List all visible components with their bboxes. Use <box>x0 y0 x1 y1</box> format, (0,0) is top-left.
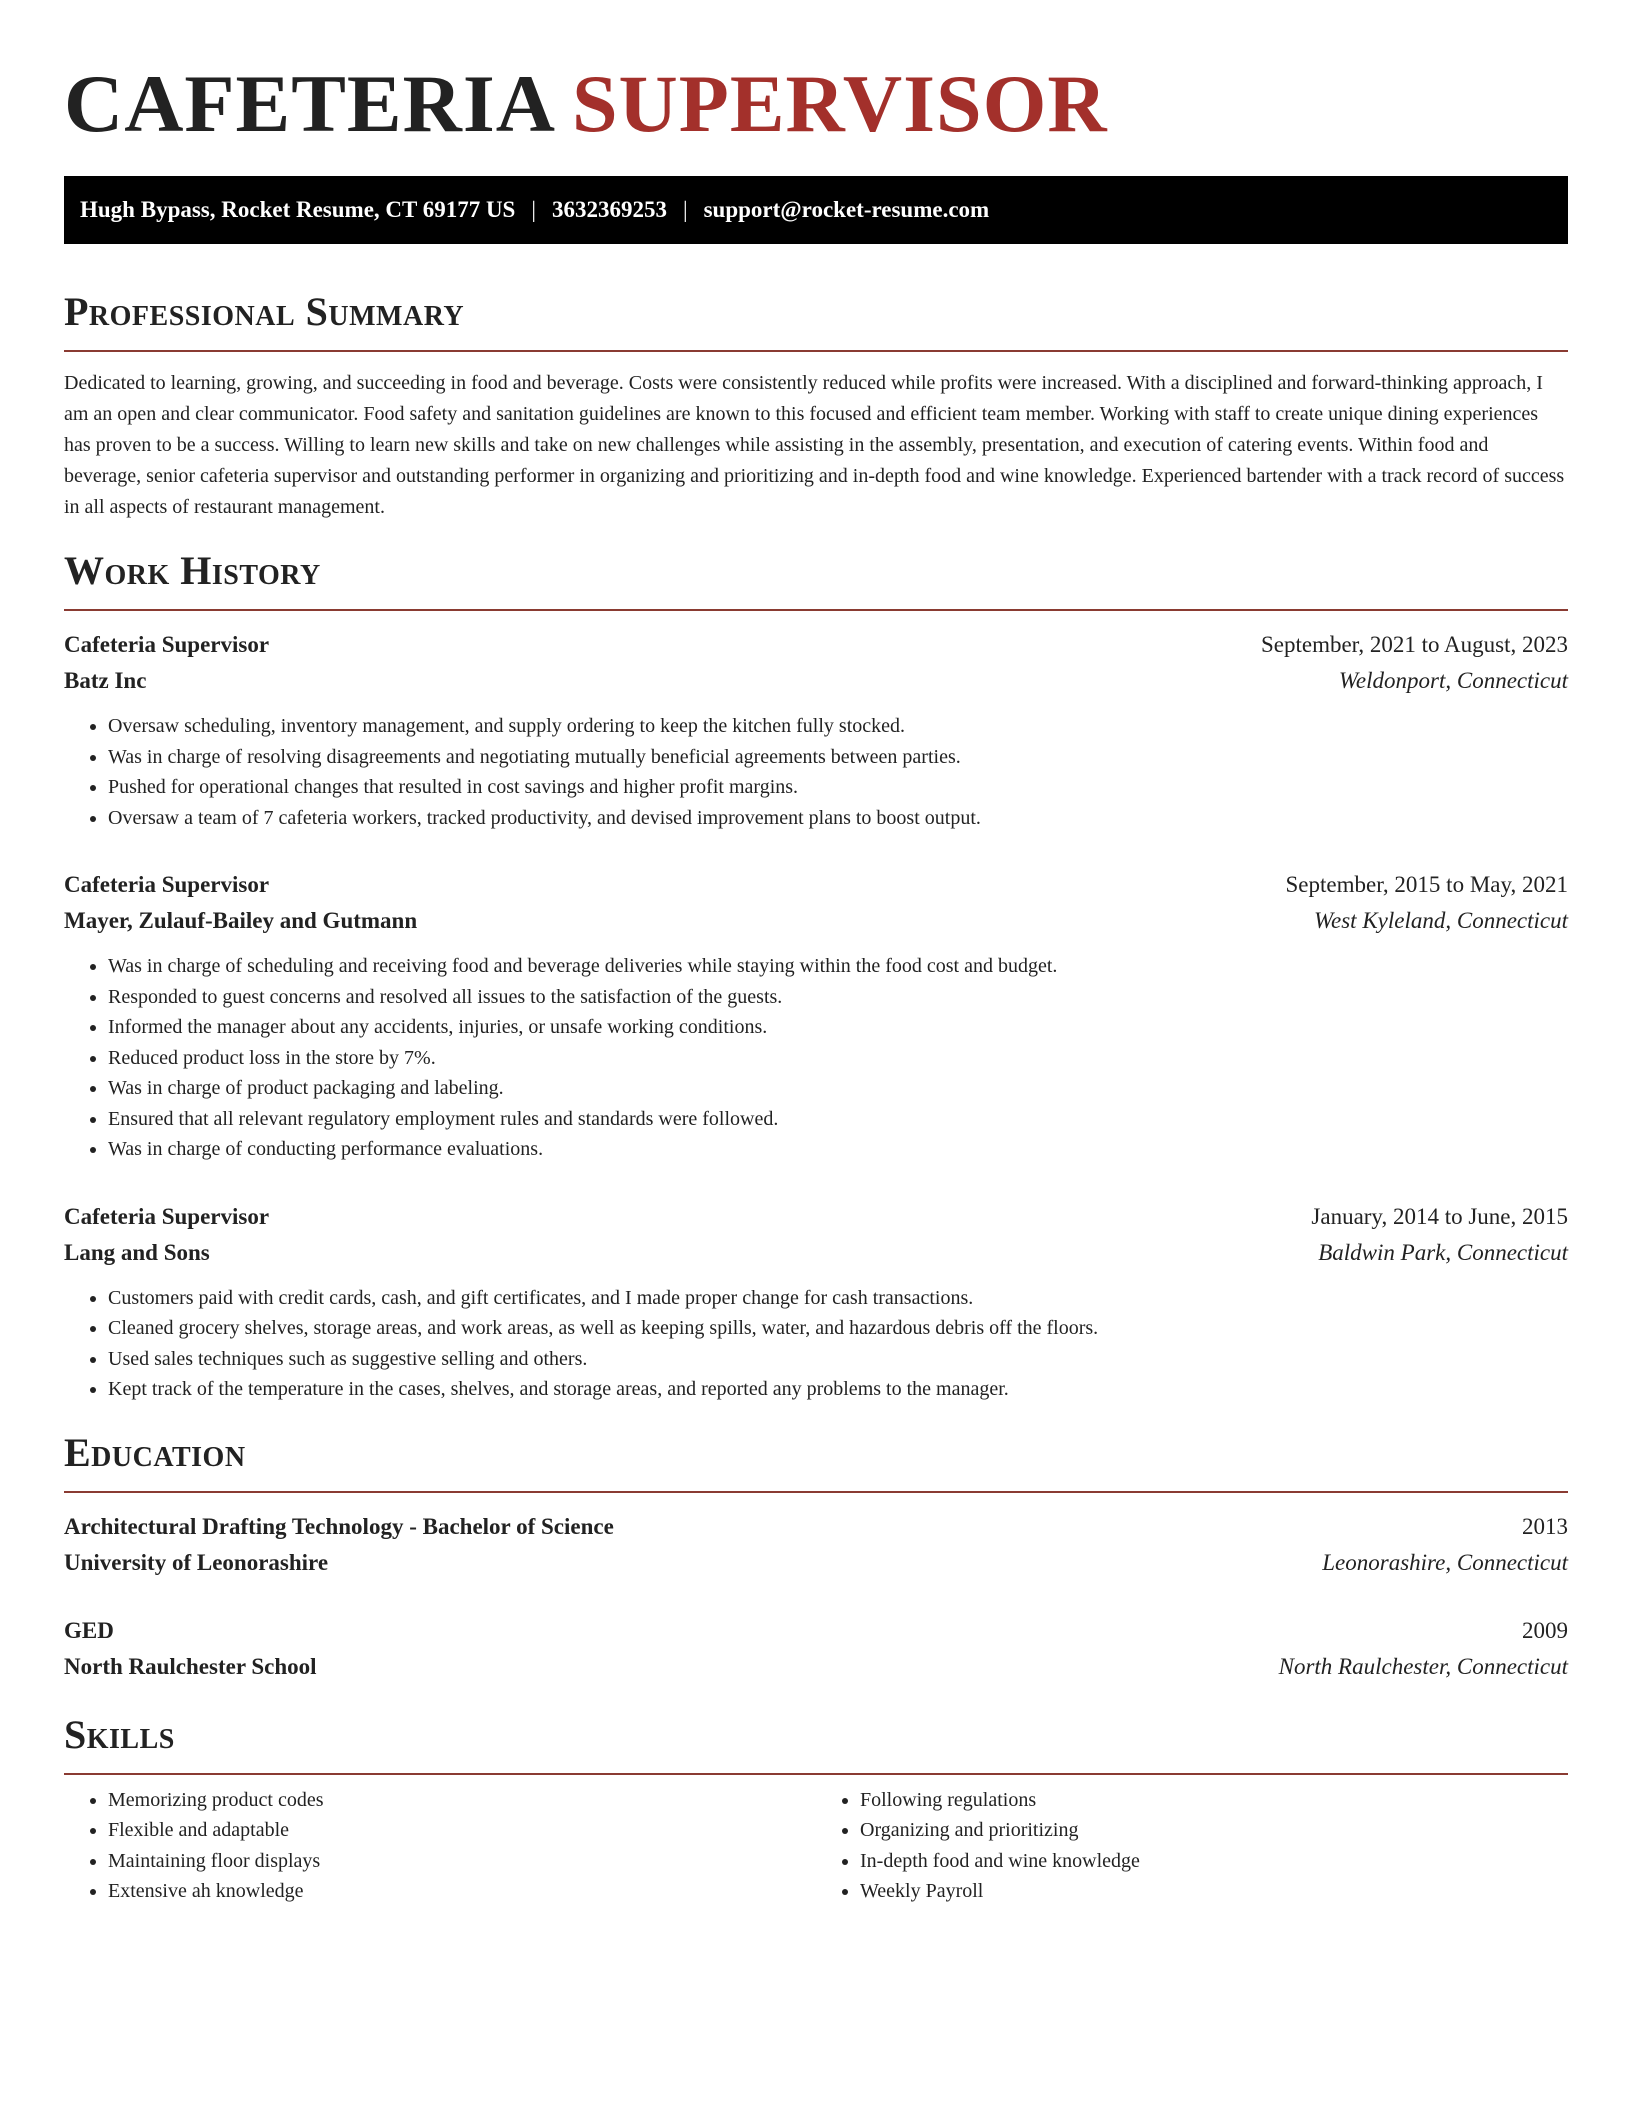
list-item: • Cleaned grocery shelves, storage areas, and work areas, as well as keeping spills, water, and hazardous debris off the floors. <box>108 1313 1568 1344</box>
skill-item: • Following regulations <box>860 1785 1568 1816</box>
skill-item: • In-depth food and wine knowledge <box>860 1846 1568 1877</box>
resume-page <box>64 0 1568 1907</box>
job-location: West Kyleland, Connecticut <box>1313 908 1568 933</box>
list-item: • Was in charge of product packaging and labeling. <box>108 1073 1568 1104</box>
list-item: • Oversaw scheduling, inventory management, and supply ordering to keep the kitchen fully stocked. <box>108 711 1568 742</box>
contact-separator: | <box>682 197 688 222</box>
education-entry <box>64 1613 1568 1685</box>
job-title: Cafeteria Supervisor <box>64 872 270 897</box>
job-dates: September, 2021 to August, 2023 <box>1260 632 1568 657</box>
contact-separator: | <box>531 197 536 222</box>
education-year: 2009 <box>1522 1617 1568 1643</box>
job-location: Weldonport, Connecticut <box>1338 668 1568 693</box>
job-entry <box>64 627 1568 833</box>
work-history-section <box>64 547 1568 1405</box>
education-school: North Raulchester School <box>64 1653 317 1679</box>
skills-column-right <box>816 1785 1568 1907</box>
skills-column-left <box>64 1785 816 1907</box>
list-item: • Kept track of the temperature in the cases, shelves, and storage areas, and reported any problems to the manager. <box>108 1374 1568 1405</box>
skill-item: • Extensive ah knowledge <box>108 1876 816 1907</box>
resume-title <box>64 0 1568 150</box>
contact-phone: 3632369253 <box>551 197 667 222</box>
job-dates: January, 2014 to June, 2015 <box>1311 1203 1568 1229</box>
job-entry <box>64 1199 1568 1405</box>
job-company: Lang and Sons <box>64 1239 210 1265</box>
list-item: • Oversaw a team of 7 cafeteria workers, tracked productivity, and devised improvement plans to boost output. <box>108 803 1568 834</box>
education-school: University of Leonorashire <box>64 1549 329 1575</box>
list-item: • Ensured that all relevant regulatory employment rules and standards were followed. <box>108 1104 1568 1135</box>
job-bullets <box>64 1283 1568 1405</box>
section-divider <box>64 1491 1568 1493</box>
skill-item: • Weekly Payroll <box>860 1876 1568 1907</box>
section-heading-work-history: Work History <box>64 548 321 593</box>
job-dates: September, 2015 to May, 2021 <box>1285 872 1568 897</box>
list-item: • Was in charge of conducting performance evaluations. <box>108 1134 1568 1165</box>
list-item: • Was in charge of scheduling and receiving food and beverage deliveries while staying within the food cost and budget. <box>108 951 1568 982</box>
skills-section <box>64 1711 1568 1907</box>
list-item: • Responded to guest concerns and resolved all issues to the satisfaction of the guests. <box>108 982 1568 1013</box>
education-entry <box>64 1509 1568 1581</box>
section-divider <box>64 350 1568 352</box>
title-part-primary: CAFETERIA <box>64 58 556 149</box>
section-heading-education: Education <box>64 1429 246 1475</box>
title-part-accent: SUPERVISOR <box>571 58 1108 149</box>
job-company: Batz Inc <box>64 668 147 693</box>
section-heading-summary: Professional Summary <box>64 289 465 334</box>
list-item: • Customers paid with credit cards, cash, and gift certificates, and I made proper change for cash transactions. <box>108 1283 1568 1314</box>
contact-bar <box>64 176 1568 244</box>
job-location: Baldwin Park, Connecticut <box>1318 1239 1568 1265</box>
job-bullets <box>64 951 1568 1165</box>
education-location: North Raulchester, Connecticut <box>1278 1653 1568 1679</box>
skill-item: • Maintaining floor displays <box>108 1846 816 1877</box>
education-section <box>64 1429 1568 1685</box>
section-divider <box>64 1773 1568 1775</box>
list-item: • Was in charge of resolving disagreements and negotiating mutually beneficial agreements between parties. <box>108 742 1568 773</box>
education-degree: GED <box>64 1617 114 1643</box>
contact-address: Hugh Bypass, Rocket Resume, CT 69177 US <box>80 197 516 222</box>
summary-text: Dedicated to learning, growing, and succeeding in food and beverage. Costs were consistently reduced while profits were increased. With a disciplined and forward-thinking approach, I am an open and clear communicator. Food safety and sanitation guidelines are known to this focused and efficient team member. Working with staff to create unique dining experiences has proven to be a success. Willing to learn new skills and take on new challenges while assisting in the assembly, presentation, and execution of catering events. Within food and beverage, senior cafeteria supervisor and outstanding performer in organizing and prioritizing and in-depth food and wine knowledge. Experienced bartender with a track record of success in all aspects of restaurant management. <box>64 372 1565 518</box>
list-item: • Informed the manager about any accidents, injuries, or unsafe working conditions. <box>108 1012 1568 1043</box>
contact-email: support@rocket-resume.com <box>703 197 990 222</box>
job-title: Cafeteria Supervisor <box>64 632 270 657</box>
summary-section <box>64 288 1568 523</box>
skills-grid <box>64 1785 1568 1907</box>
list-item: • Pushed for operational changes that resulted in cost savings and higher profit margins. <box>108 772 1568 803</box>
education-location: Leonorashire, Connecticut <box>1322 1549 1568 1575</box>
skill-item: • Memorizing product codes <box>108 1785 816 1816</box>
skill-item: • Organizing and prioritizing <box>860 1815 1568 1846</box>
job-title: Cafeteria Supervisor <box>64 1203 270 1229</box>
job-bullets <box>64 711 1568 833</box>
list-item: • Used sales techniques such as suggestive selling and others. <box>108 1344 1568 1375</box>
section-heading-skills: Skills <box>64 1711 175 1757</box>
section-divider <box>64 609 1568 611</box>
education-degree: Architectural Drafting Technology - Bachelor of Science <box>64 1513 614 1539</box>
education-year: 2013 <box>1522 1513 1568 1539</box>
job-company: Mayer, Zulauf-Bailey and Gutmann <box>64 908 418 933</box>
job-entry <box>64 867 1568 1165</box>
list-item: • Reduced product loss in the store by 7%. <box>108 1043 1568 1074</box>
skill-item: • Flexible and adaptable <box>108 1815 816 1846</box>
